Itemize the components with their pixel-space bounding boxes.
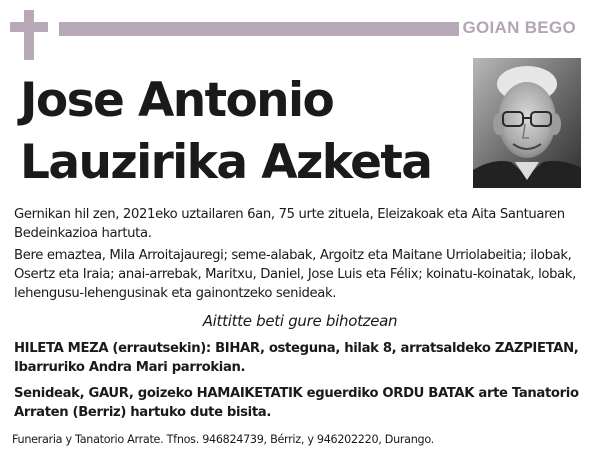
funeral-home-footer: Funeraria y Tanatorio Arrate. Tfnos. 946824739, Bérriz, y 946202220, Durango. [12,433,434,446]
header-divider-bar [59,22,459,36]
portrait-photo [473,58,581,188]
visitation-paragraph: Senideak, GAUR, goizeko HAMAIKETATIK eguerdiko ORDU BATAK arte Tanatorio Arraten (Berriz) hartuko dute bisita. [14,386,579,420]
memorial-motto: Aittitte beti gure bihotzean [202,312,398,330]
funeral-mass-paragraph: HILETA MEZA (errautsekin): BIHAR, osteguna, hilak 8, arratsaldeko ZAZPIETAN, Ibarruriko Andra Mari parrokian. [14,341,579,375]
name-line-2: Lauzirika Azketa [20,135,432,190]
cross-icon [10,10,48,60]
header-tag: GOIAN BEGO [462,18,576,37]
name-line-1: Jose Antonio [20,73,334,128]
family-paragraph: Bere emaztea, Mila Arroitajauregi; seme-alabak, Argoitz eta Maitane Urriolabeitia; ilobak, Osertz eta Iraia; anai-arrebak, Maritxu, Daniel, Jose Luis eta Félix; koinatu-koinatak, lobak, lehengusu-lehengusinak eta gainontzeko senideak. [14,248,576,301]
portrait-image [473,58,581,188]
death-notice-paragraph: Gernikan hil zen, 2021eko uztailaren 6an, 75 urte zituela, Eleizakoak eta Aita Santuaren Bedeinkazioa hartuta. [14,207,565,241]
deceased-name [20,70,460,194]
